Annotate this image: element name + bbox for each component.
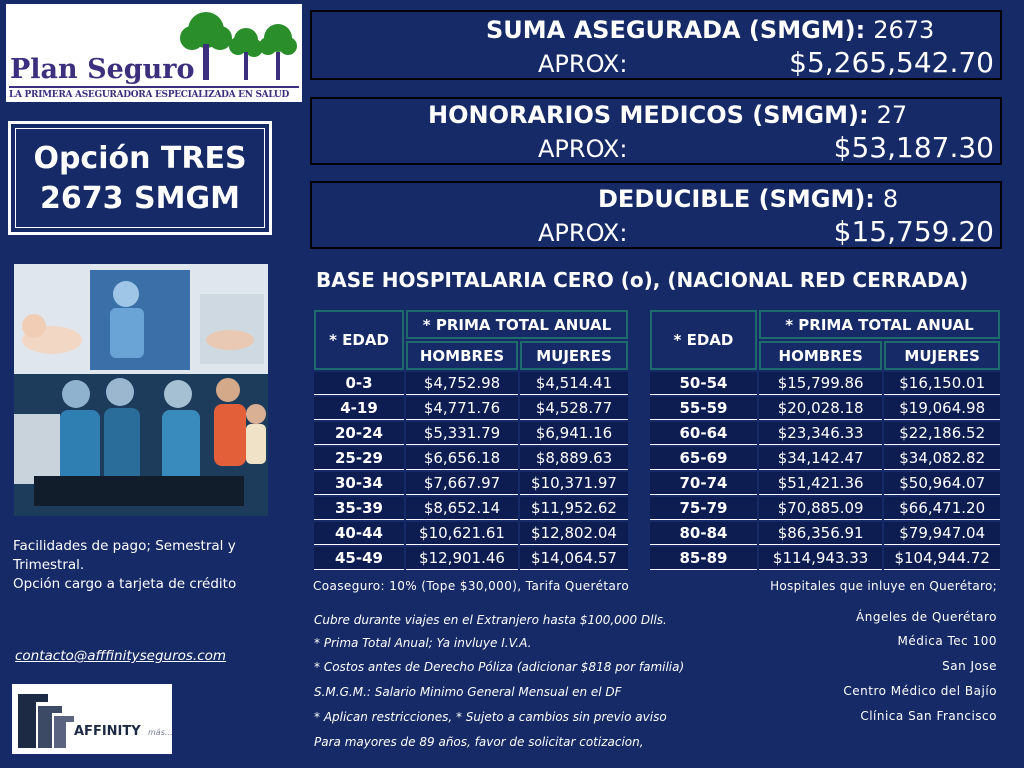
cell-hombres: $4,771.76 — [406, 397, 518, 420]
prima-table-left — [312, 308, 630, 572]
medical-staff-illustration — [14, 264, 268, 516]
cell-hombres: $7,667.97 — [406, 472, 518, 495]
payment-line2: Opción cargo a tarjeta de crédito — [13, 576, 237, 592]
cell-hombres: $23,346.33 — [759, 422, 882, 445]
cell-mujeres: $10,371.97 — [520, 472, 628, 495]
hospital-angeles: Ángeles de Querétaro — [856, 610, 997, 624]
cell-hombres: $5,331.79 — [406, 422, 518, 445]
cell-edad: 30-34 — [314, 472, 404, 495]
table-row — [314, 522, 628, 545]
option-line1: Opción TRES — [33, 141, 247, 176]
affinity-bars-icon — [16, 688, 80, 750]
header-hombres: HOMBRES — [406, 341, 518, 370]
base-hospitalaria-title: BASE HOSPITALARIA CERO (o), (NACIONAL RED CERRADA) — [316, 268, 969, 292]
cell-mujeres: $14,064.57 — [520, 547, 628, 570]
cell-mujeres: $104,944.72 — [884, 547, 1000, 570]
deducible-value: 8 — [882, 185, 899, 213]
cell-edad: 85-89 — [650, 547, 757, 570]
deducible-label: DEDUCIBLE (SMGM): — [598, 185, 875, 213]
note-smgm-text: S.M.G.M.: Salario Minimo General Mensual en el DF — [314, 685, 622, 699]
header-mujeres: MUJERES — [520, 341, 628, 370]
note-smgm — [314, 685, 622, 699]
cell-hombres: $12,901.46 — [406, 547, 518, 570]
header-hombres: HOMBRES — [759, 341, 882, 370]
honorarios-amount: $53,187.30 — [833, 131, 994, 164]
table-row — [314, 497, 628, 520]
deducible-aprox-label: APROX: — [538, 219, 628, 247]
header-edad: * EDAD — [650, 310, 757, 370]
cell-edad: 35-39 — [314, 497, 404, 520]
note-iva-text: * Prima Total Anual; Ya invluye I.V.A. — [314, 636, 532, 650]
header-prima: * PRIMA TOTAL ANUAL — [406, 310, 628, 339]
cell-edad: 0-3 — [314, 372, 404, 395]
header-edad: * EDAD — [314, 310, 404, 370]
cell-edad: 50-54 — [650, 372, 757, 395]
cell-mujeres: $34,082.82 — [884, 447, 1000, 470]
cell-mujeres: $19,064.98 — [884, 397, 1000, 420]
table-row — [314, 372, 628, 395]
cell-edad: 65-69 — [650, 447, 757, 470]
honorarios-label: HONORARIOS MEDICOS (SMGM): — [428, 101, 869, 129]
note-travel-text: Cubre durante viajes en el Extranjero hasta $100,000 Dlls. — [314, 613, 667, 627]
table-row — [314, 472, 628, 495]
cell-edad: 20-24 — [314, 422, 404, 445]
cell-edad: 45-49 — [314, 547, 404, 570]
option-inner — [15, 128, 265, 228]
hospital-san-jose: San Jose — [942, 659, 997, 673]
table-row — [650, 447, 1000, 470]
suma-amount: $5,265,542.70 — [789, 46, 994, 79]
table-row — [650, 422, 1000, 445]
cell-hombres: $51,421.36 — [759, 472, 882, 495]
cell-edad: 55-59 — [650, 397, 757, 420]
cell-edad: 25-29 — [314, 447, 404, 470]
suma-title — [486, 16, 934, 44]
note-restricciones-text: * Aplican restricciones, * Sujeto a cambios sin previo aviso — [314, 710, 667, 724]
cell-hombres: $86,356.91 — [759, 522, 882, 545]
table-row — [650, 372, 1000, 395]
deducible-title — [598, 185, 898, 213]
table-row — [314, 547, 628, 570]
affinity-logo — [12, 684, 172, 754]
cell-mujeres: $22,186.52 — [884, 422, 1000, 445]
cell-mujeres: $66,471.20 — [884, 497, 1000, 520]
table-row — [650, 472, 1000, 495]
honorarios-aprox-label: APROX: — [538, 135, 628, 163]
cell-mujeres: $11,952.62 — [520, 497, 628, 520]
affinity-tag: más... — [148, 728, 173, 737]
plan-seguro-logo — [6, 4, 302, 102]
cell-mujeres: $79,947.04 — [884, 522, 1000, 545]
cell-hombres: $114,943.33 — [759, 547, 882, 570]
coaseguro-note: Coaseguro: 10% (Tope $30,000), Tarifa Querétaro — [313, 579, 630, 593]
option-line2: 2673 SMGM — [40, 181, 240, 216]
cell-edad: 60-64 — [650, 422, 757, 445]
cell-hombres: $34,142.47 — [759, 447, 882, 470]
cell-hombres: $6,656.18 — [406, 447, 518, 470]
cell-hombres: $10,621.61 — [406, 522, 518, 545]
note-restricciones — [314, 710, 667, 724]
note-derecho-poliza — [314, 660, 684, 674]
table-row — [650, 497, 1000, 520]
table-row — [314, 422, 628, 445]
cell-edad: 75-79 — [650, 497, 757, 520]
payment-info — [13, 537, 263, 594]
cell-mujeres: $50,964.07 — [884, 472, 1000, 495]
cell-edad: 70-74 — [650, 472, 757, 495]
cell-mujeres: $4,514.41 — [520, 372, 628, 395]
header-mujeres: MUJERES — [884, 341, 1000, 370]
table-row — [650, 397, 1000, 420]
cell-edad: 80-84 — [650, 522, 757, 545]
note-iva — [314, 636, 531, 650]
table-row — [650, 547, 1000, 570]
suma-aprox-label: APROX: — [538, 50, 628, 78]
medical-photo-collage — [14, 264, 268, 516]
cell-mujeres: $4,528.77 — [520, 397, 628, 420]
cell-mujeres: $16,150.01 — [884, 372, 1000, 395]
cell-mujeres: $6,941.16 — [520, 422, 628, 445]
affinity-brand: AFFINITY — [74, 724, 141, 739]
note-mayores-89-text: Para mayores de 89 años, favor de solicitar cotizacion, — [314, 735, 644, 749]
cell-hombres: $8,652.14 — [406, 497, 518, 520]
cell-edad: 4-19 — [314, 397, 404, 420]
cell-mujeres: $8,889.63 — [520, 447, 628, 470]
hospital-medica-tec: Médica Tec 100 — [897, 634, 997, 648]
payment-line1: Facilidades de pago; Semestral y Trimestral. — [13, 538, 236, 573]
cell-hombres: $15,799.86 — [759, 372, 882, 395]
cell-edad: 40-44 — [314, 522, 404, 545]
suma-label: SUMA ASEGURADA (SMGM): — [486, 16, 866, 44]
prima-table-right — [648, 308, 1002, 572]
logo-tagline: LA PRIMERA ASEGURADORA ESPECIALIZADA EN SALUD — [9, 90, 289, 100]
honorarios-title — [428, 101, 907, 129]
hospital-centro-medico: Centro Médico del Bajío — [843, 684, 997, 698]
cell-hombres: $70,885.09 — [759, 497, 882, 520]
deducible-amount: $15,759.20 — [833, 215, 994, 248]
hospitals-title: Hospitales que inluye en Querétaro; — [770, 579, 997, 593]
logo-divider — [9, 86, 299, 88]
hospital-san-francisco: Clínica San Francisco — [860, 709, 997, 723]
note-mayores-89 — [314, 735, 644, 749]
note-travel — [314, 613, 667, 627]
deducible-box — [310, 181, 1002, 249]
cell-hombres: $20,028.18 — [759, 397, 882, 420]
cell-hombres: $4,752.98 — [406, 372, 518, 395]
table-row — [650, 522, 1000, 545]
logo-name: Plan Seguro — [10, 54, 195, 85]
table-row — [314, 447, 628, 470]
option-box — [8, 121, 272, 235]
contact-email-link[interactable]: contacto@afffinityseguros.com — [15, 648, 227, 664]
header-prima: * PRIMA TOTAL ANUAL — [759, 310, 1000, 339]
suma-asegurada-box — [310, 10, 1002, 80]
note-derecho-poliza-text: * Costos antes de Derecho Póliza (adicionar $818 por familia) — [314, 660, 685, 674]
honorarios-value: 27 — [876, 101, 908, 129]
table-row — [314, 397, 628, 420]
cell-mujeres: $12,802.04 — [520, 522, 628, 545]
suma-value: 2673 — [873, 16, 935, 44]
honorarios-box — [310, 97, 1002, 165]
